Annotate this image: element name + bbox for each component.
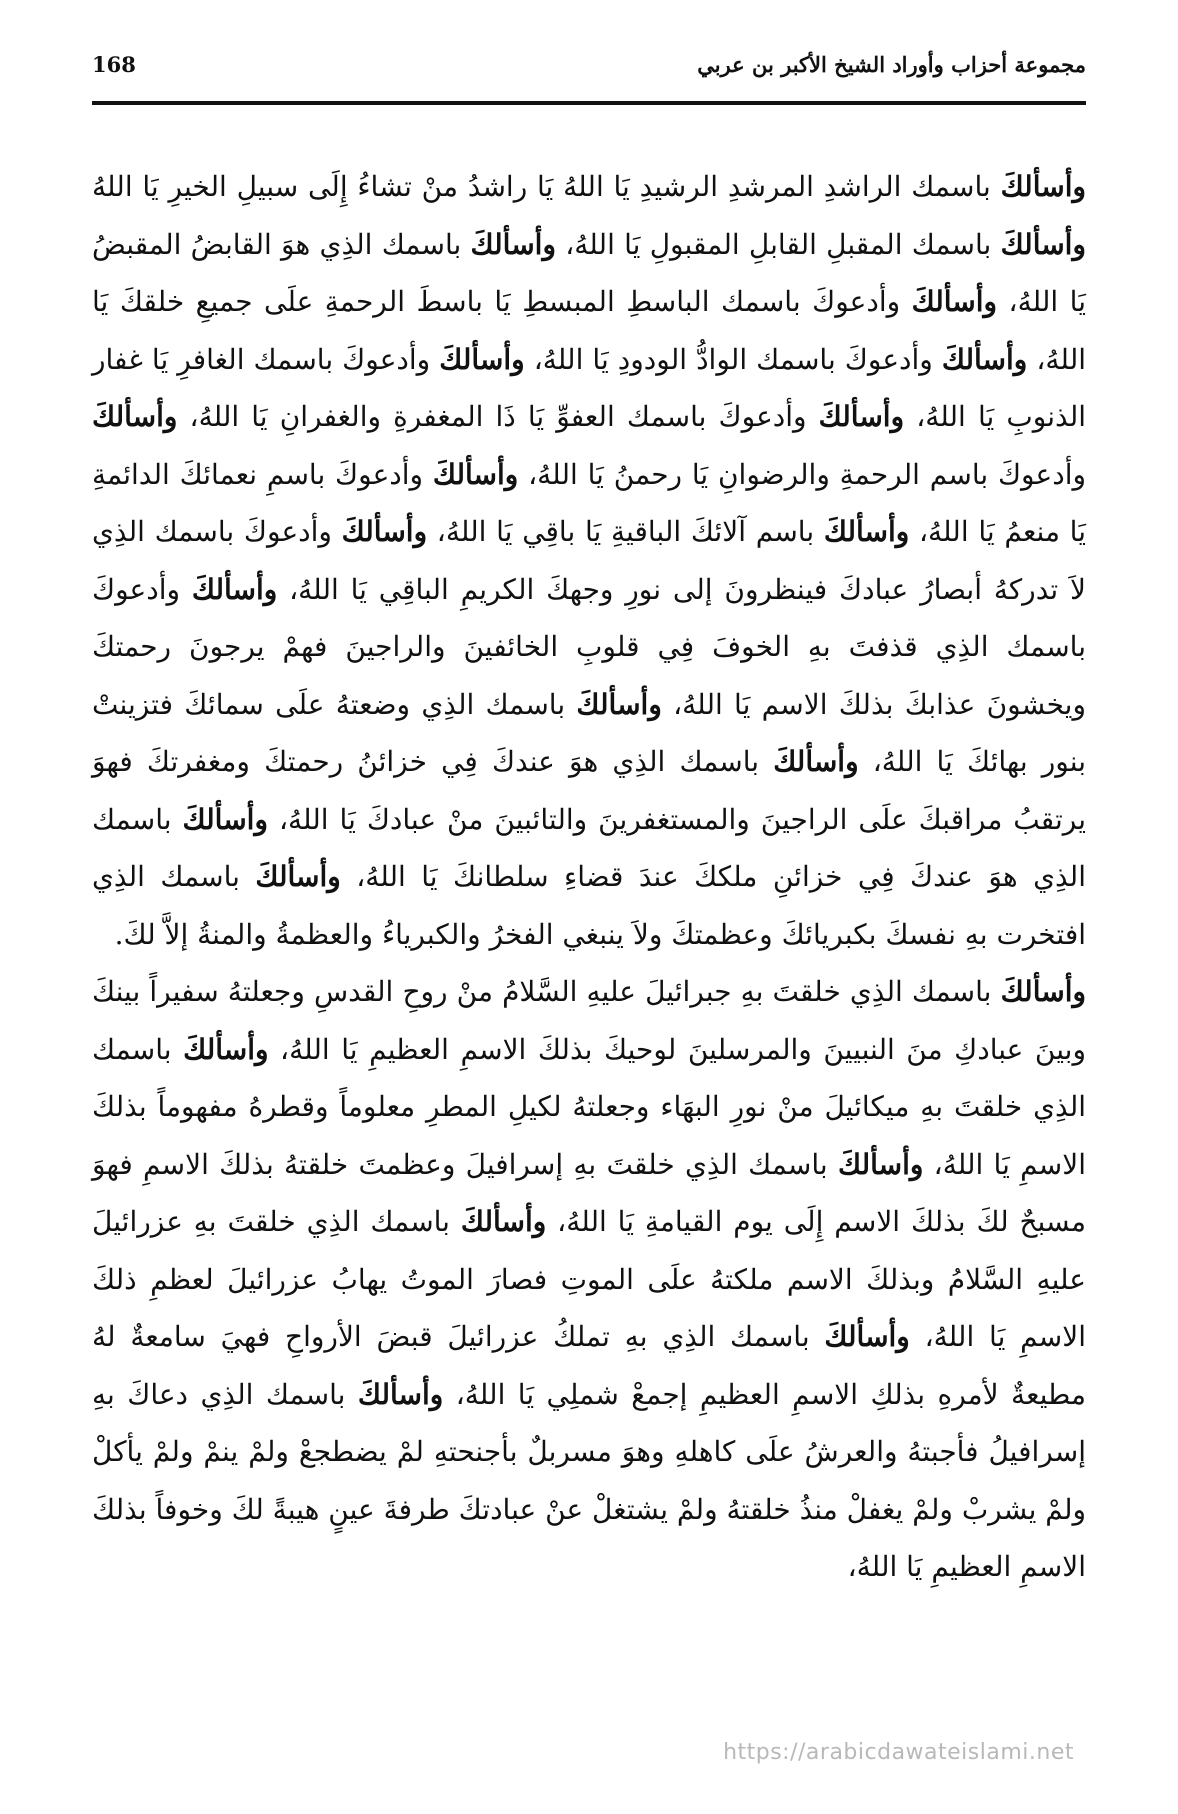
keyword-asaluka: وأسألكَ	[1000, 170, 1086, 203]
paragraph-text: وأدعوكَ باسمك الغافرِ يَا غفار الذنوبِ يَا اللهُ،	[92, 342, 1087, 433]
keyword-asaluka: وأسألكَ	[576, 687, 662, 721]
paragraph-text: وأدعوكَ باسمك الذِي لاَ تدركهُ أبصارُ عبادكَ فينظرونَ إلى نورِ وجهكَ الكريمِ الباقِي يَا اللهُ،	[92, 515, 1087, 606]
keyword-asaluka: وأسألكَ	[439, 342, 525, 376]
keyword-asaluka: وأسألكَ	[432, 457, 519, 491]
paragraph-text: باسمك الذِي هوَ عندكَ فِي خزائنُ رحمتكَ ومغفرتكَ فهوَ يرتقبُ مراقبكَ علَى الراجينَ والمستغفرينَ والتائبينَ منْ عبادكَ يَا اللهُ،	[92, 745, 1086, 836]
paragraph-text: باسمك الذِي افتخرت بهِ نفسكَ بكبريائكَ وعظمتكَ ولاَ ينبغي الفخرُ والكبرياءُ والعظمةُ والمنةُ إلاَّ لكَ.	[92, 860, 1086, 951]
paragraph	[92, 963, 1086, 1596]
site-watermark: https://arabicdawateislami.net	[723, 1740, 1074, 1765]
keyword-asaluka: وأسألكَ	[183, 1032, 269, 1066]
keyword-asaluka: وأسألكَ	[191, 572, 278, 606]
page-number: 168	[92, 52, 136, 77]
keyword-asaluka: وأسألكَ	[1000, 975, 1086, 1008]
keyword-asaluka: وأسألكَ	[341, 515, 428, 548]
keyword-asaluka: وأسألكَ	[823, 515, 910, 548]
keyword-asaluka: وأسألكَ	[837, 1147, 924, 1181]
page-header	[92, 44, 1086, 96]
paragraph	[92, 158, 1086, 963]
paragraph-text: باسم آلائكَ الباقيةِ يَا باقِي يَا اللهُ،	[427, 515, 824, 548]
paragraph-text: باسمك الذِي دعاكَ بهِ إسرافيلُ فأجبتهُ والعرشُ علَى كاهلهِ وهوَ مسربلٌ بأجنحتهِ لمْ يضطجعْ ولمْ ينمْ ولمْ يأكلْ ولمْ يشربْ ولمْ يغفلْ منذُ خلقتهُ ولمْ يشتغلْ عنْ عبادتكَ طرفةَ عينٍ هيبةً لكَ وخوفاً بذلكَ الاسمِ العظيمِ يَا اللهُ،	[92, 1377, 1086, 1583]
paragraph-text: باسمك المقبلِ القابلِ المقبولِ يَا اللهُ،	[555, 227, 1001, 261]
paragraph-text: باسمك الذِي خلقتَ بهِ ميكائيلَ منْ نورِ البهَاء وجعلتهُ لكيلِ المطرِ معلوماً وقطرهُ مفهوماً بذلكَ الاسمِ يَا اللهُ،	[92, 1032, 1086, 1181]
paragraph-text: باسمك الراشدِ المرشدِ الرشيدِ يَا اللهُ يَا راشدُ منْ تشاءُ إِلَى سبيلِ الخيرِ يَا اللهُ	[92, 170, 1001, 203]
keyword-asaluka: وأسألكَ	[357, 1377, 444, 1411]
paragraph-text: باسمك الذِي خلقتَ بهِ جبرائيلَ عليهِ السَّلامُ منْ روحِ القدسِ وجعلتهُ سفيراً بينكَ وبينَ عبادكِ منَ النبيينَ والمرسلينَ لوحيكَ بذلكَ الاسمِ العظيمِ يَا اللهُ،	[92, 975, 1086, 1066]
paragraph-text: وأدعوكَ باسمِ نعمائكَ الدائمةِ يَا منعمُ يَا اللهُ،	[92, 457, 1086, 548]
header-divider	[92, 101, 1086, 105]
keyword-asaluka: وأسألكَ	[470, 227, 556, 261]
paragraph-text: وأدعوكَ باسمك العفوِّ يَا ذَا المغفرةِ والغفرانِ يَا اللهُ،	[177, 400, 819, 433]
paragraph-text: باسمك الذِي بهِ تملكُ عزرائيلَ قبضَ الأرواحِ فهيَ سامعةٌ لهُ مطيعةٌ لأمرهِ بذلكِ الاسمِ العظيمِ إجمعْ شملِي يَا اللهُ،	[92, 1320, 1086, 1411]
keyword-asaluka: وأسألكَ	[773, 745, 859, 778]
paragraph-text: باسمك الذِي وضعتهُ علَى سمائكَ فتزينتْ بنور بهائكَ يَا اللهُ،	[92, 687, 1086, 778]
paragraph-text: وأدعوكَ باسمك الذِي قذفتَ بهِ الخوفَ فِي قلوبِ الخائفينَ والراجينَ فهمْ يرجونَ رحمتكَ ويخشونَ عذابكَ بذلكَ الاسم يَا اللهُ،	[92, 572, 1086, 721]
paragraph-text: وأدعوكَ باسم الرحمةِ والرضوانِ يَا رحمنُ يَا اللهُ،	[518, 457, 1086, 491]
keyword-asaluka: وأسألكَ	[182, 802, 268, 836]
paragraph-text: باسمك الذِي خلقتَ بهِ إسرافيلَ وعظمتَ خلقتهُ بذلكَ الاسمِ فهوَ مسبحٌ لكَ بذلكَ الاسم إِلَى يوم القيامةِ يَا اللهُ،	[92, 1147, 1086, 1238]
keyword-asaluka: وأسألكَ	[460, 1205, 547, 1238]
paragraph-text: باسمك الذِي هوَ القابضُ المقبضُ يَا اللهُ،	[92, 227, 1087, 318]
keyword-asaluka: وأسألكَ	[1000, 227, 1086, 261]
keyword-asaluka: وأسألكَ	[255, 860, 341, 893]
page-body	[92, 158, 1086, 1596]
keyword-asaluka: وأسألكَ	[92, 400, 178, 433]
keyword-asaluka: وأسألكَ	[824, 1320, 910, 1353]
paragraph-text: باسمك الذِي خلقتَ بهِ عزرائيلَ عليهِ السَّلامُ وبذلكَ الاسم ملكتهُ علَى الموتِ فصارَ الموتُ يهابُ عزرائيلَ لعظمِ ذلكَ الاسمِ يَا اللهُ،	[92, 1205, 1086, 1353]
book-title: مجموعة أحزاب وأوراد الشيخ الأكبر بن عربي	[697, 52, 1086, 77]
paragraph-text: وأدعوكَ باسمك الوادُّ الودودِ يَا اللهُ،	[524, 342, 942, 376]
keyword-asaluka: وأسألكَ	[941, 342, 1028, 376]
paragraph-text: باسمك الذِي هوَ عندكَ فِي خزائنِ ملككَ عندَ قضاءِ سلطانكَ يَا اللهُ،	[92, 802, 1086, 893]
paragraph-text: وأدعوكَ باسمك الباسطِ المبسطِ يَا باسطَ الرحمةِ علَى جميعِ خلقكَ يَا اللهُ،	[92, 285, 1086, 376]
keyword-asaluka: وأسألكَ	[818, 400, 905, 433]
keyword-asaluka: وأسألكَ	[911, 285, 998, 318]
